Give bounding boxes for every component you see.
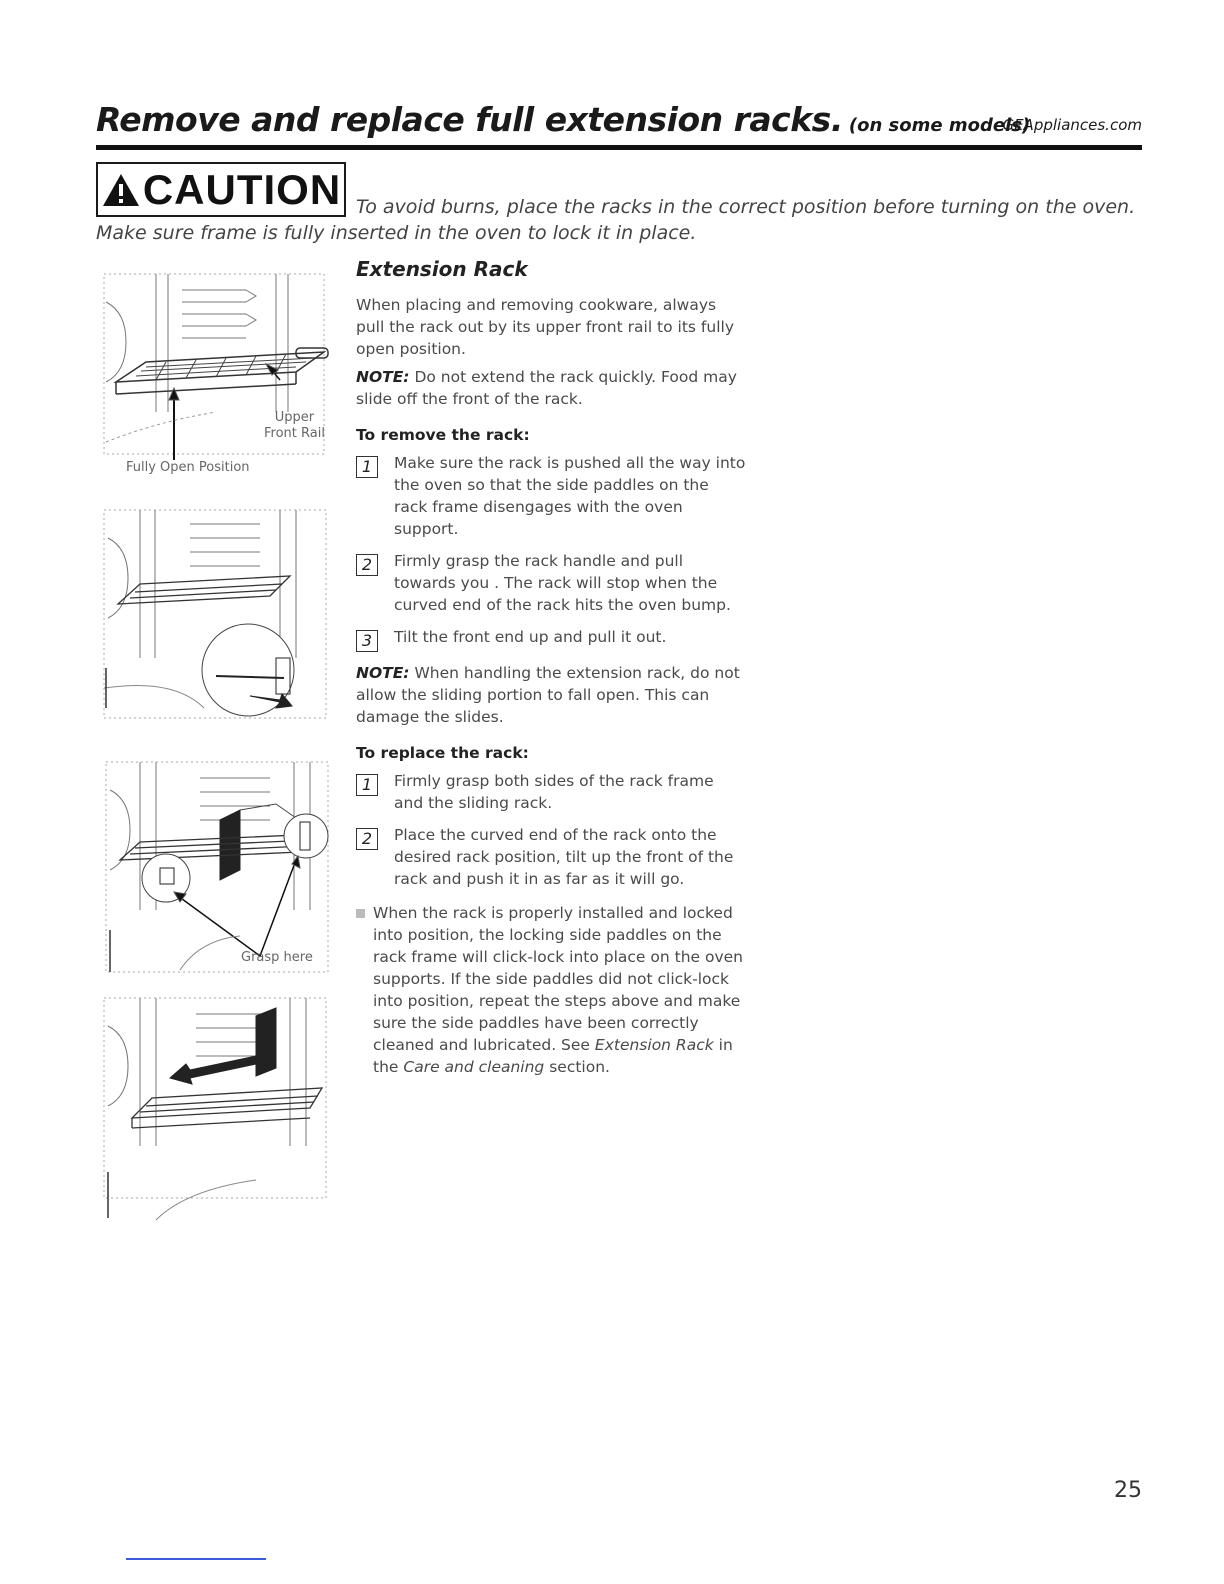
note-1-label: NOTE: [356,368,410,386]
step-number-box: 1 [356,456,378,478]
instructions-column [356,258,746,1078]
caution-text-line1: To avoid burns, place the racks in the correct position before turning on the oven. [356,196,1136,218]
warning-triangle-icon [101,172,141,208]
step-text: Tilt the front end up and pull it out. [394,628,667,646]
caution-label: CAUTION [142,165,342,213]
label-fully-open-position: Fully Open Position [126,460,250,475]
title-subtitle: (on some models) [848,115,1031,136]
step-text: Firmly grasp the rack handle and pull towards you . The rack will stop when the curved end of the rack hits the oven bump. [394,552,731,614]
bullet-text: When the rack is properly installed and locked into position, the locking side paddles on the rack frame will click-lock into place on the oven supports. If the side paddles did not click-lock into position, repeat the steps above and make sure the side paddles have been correctly cleaned and lubricated. See Extension Rack in the Care and cleaning section. [373,904,744,1076]
replace-step [356,824,746,890]
remove-step [356,452,746,540]
label-upper-front-rail: Upper Front Rail [264,410,325,442]
oven-rack-pull-illustration [100,508,330,720]
page-header [96,100,1142,144]
header-rule [96,145,1142,150]
section-title: Extension Rack [356,257,528,281]
page-title: Remove and replace full extension racks. (on some models) [96,100,1031,139]
ref-care-cleaning: Care and cleaning [403,1058,545,1076]
note-1-text: Do not extend the rack quickly. Food may slide off the front of the rack. [356,368,737,408]
oven-rack-illustration [96,272,332,482]
site-url: GEAppliances.com [1002,116,1142,134]
step-number-box: 2 [356,554,378,576]
caution-label-wrap [101,166,341,214]
remove-step [356,550,746,616]
step-number-box: 3 [356,630,378,652]
footer-rule [126,1558,266,1560]
note-1 [356,366,746,410]
oven-rack-grasp-illustration [100,760,332,978]
figure-push-rack-in [96,996,332,1222]
step-number-box: 1 [356,774,378,796]
figure-pull-rack-out [100,508,330,720]
label-grasp-here: Grasp here [241,950,313,965]
oven-rack-push-illustration [96,996,332,1222]
intro-paragraph: When placing and removing cookware, always pull the rack out by its upper front rail to its fully open position. [356,296,734,358]
lock-info-bullet [356,902,746,1078]
note-2-label: NOTE: [356,664,410,682]
caution-text-line2: Make sure frame is fully inserted in the oven to lock it in place. [96,222,697,244]
replace-heading: To replace the rack: [356,744,529,762]
remove-step [356,626,746,652]
page-number: 25 [1114,1478,1142,1503]
replace-step [356,770,746,814]
figure-fully-open-rack [96,272,332,482]
caution-box [96,162,346,217]
step-number-box: 2 [356,828,378,850]
step-text: Firmly grasp both sides of the rack frame and the sliding rack. [394,772,714,812]
note-2-text: When handling the extension rack, do not allow the sliding portion to fall open. This can damage the slides. [356,664,740,726]
figure-grasp-rack [100,760,332,978]
note-2 [356,662,746,728]
step-text: Make sure the rack is pushed all the way into the oven so that the side paddles on the rack frame disengages with the oven support. [394,454,746,538]
remove-heading: To remove the rack: [356,426,530,444]
step-text: Place the curved end of the rack onto the desired rack position, tilt up the front of the rack and push it in as far as it will go. [394,826,734,888]
ref-extension-rack: Extension Rack [594,1036,714,1054]
bullet-square-icon [356,909,365,918]
